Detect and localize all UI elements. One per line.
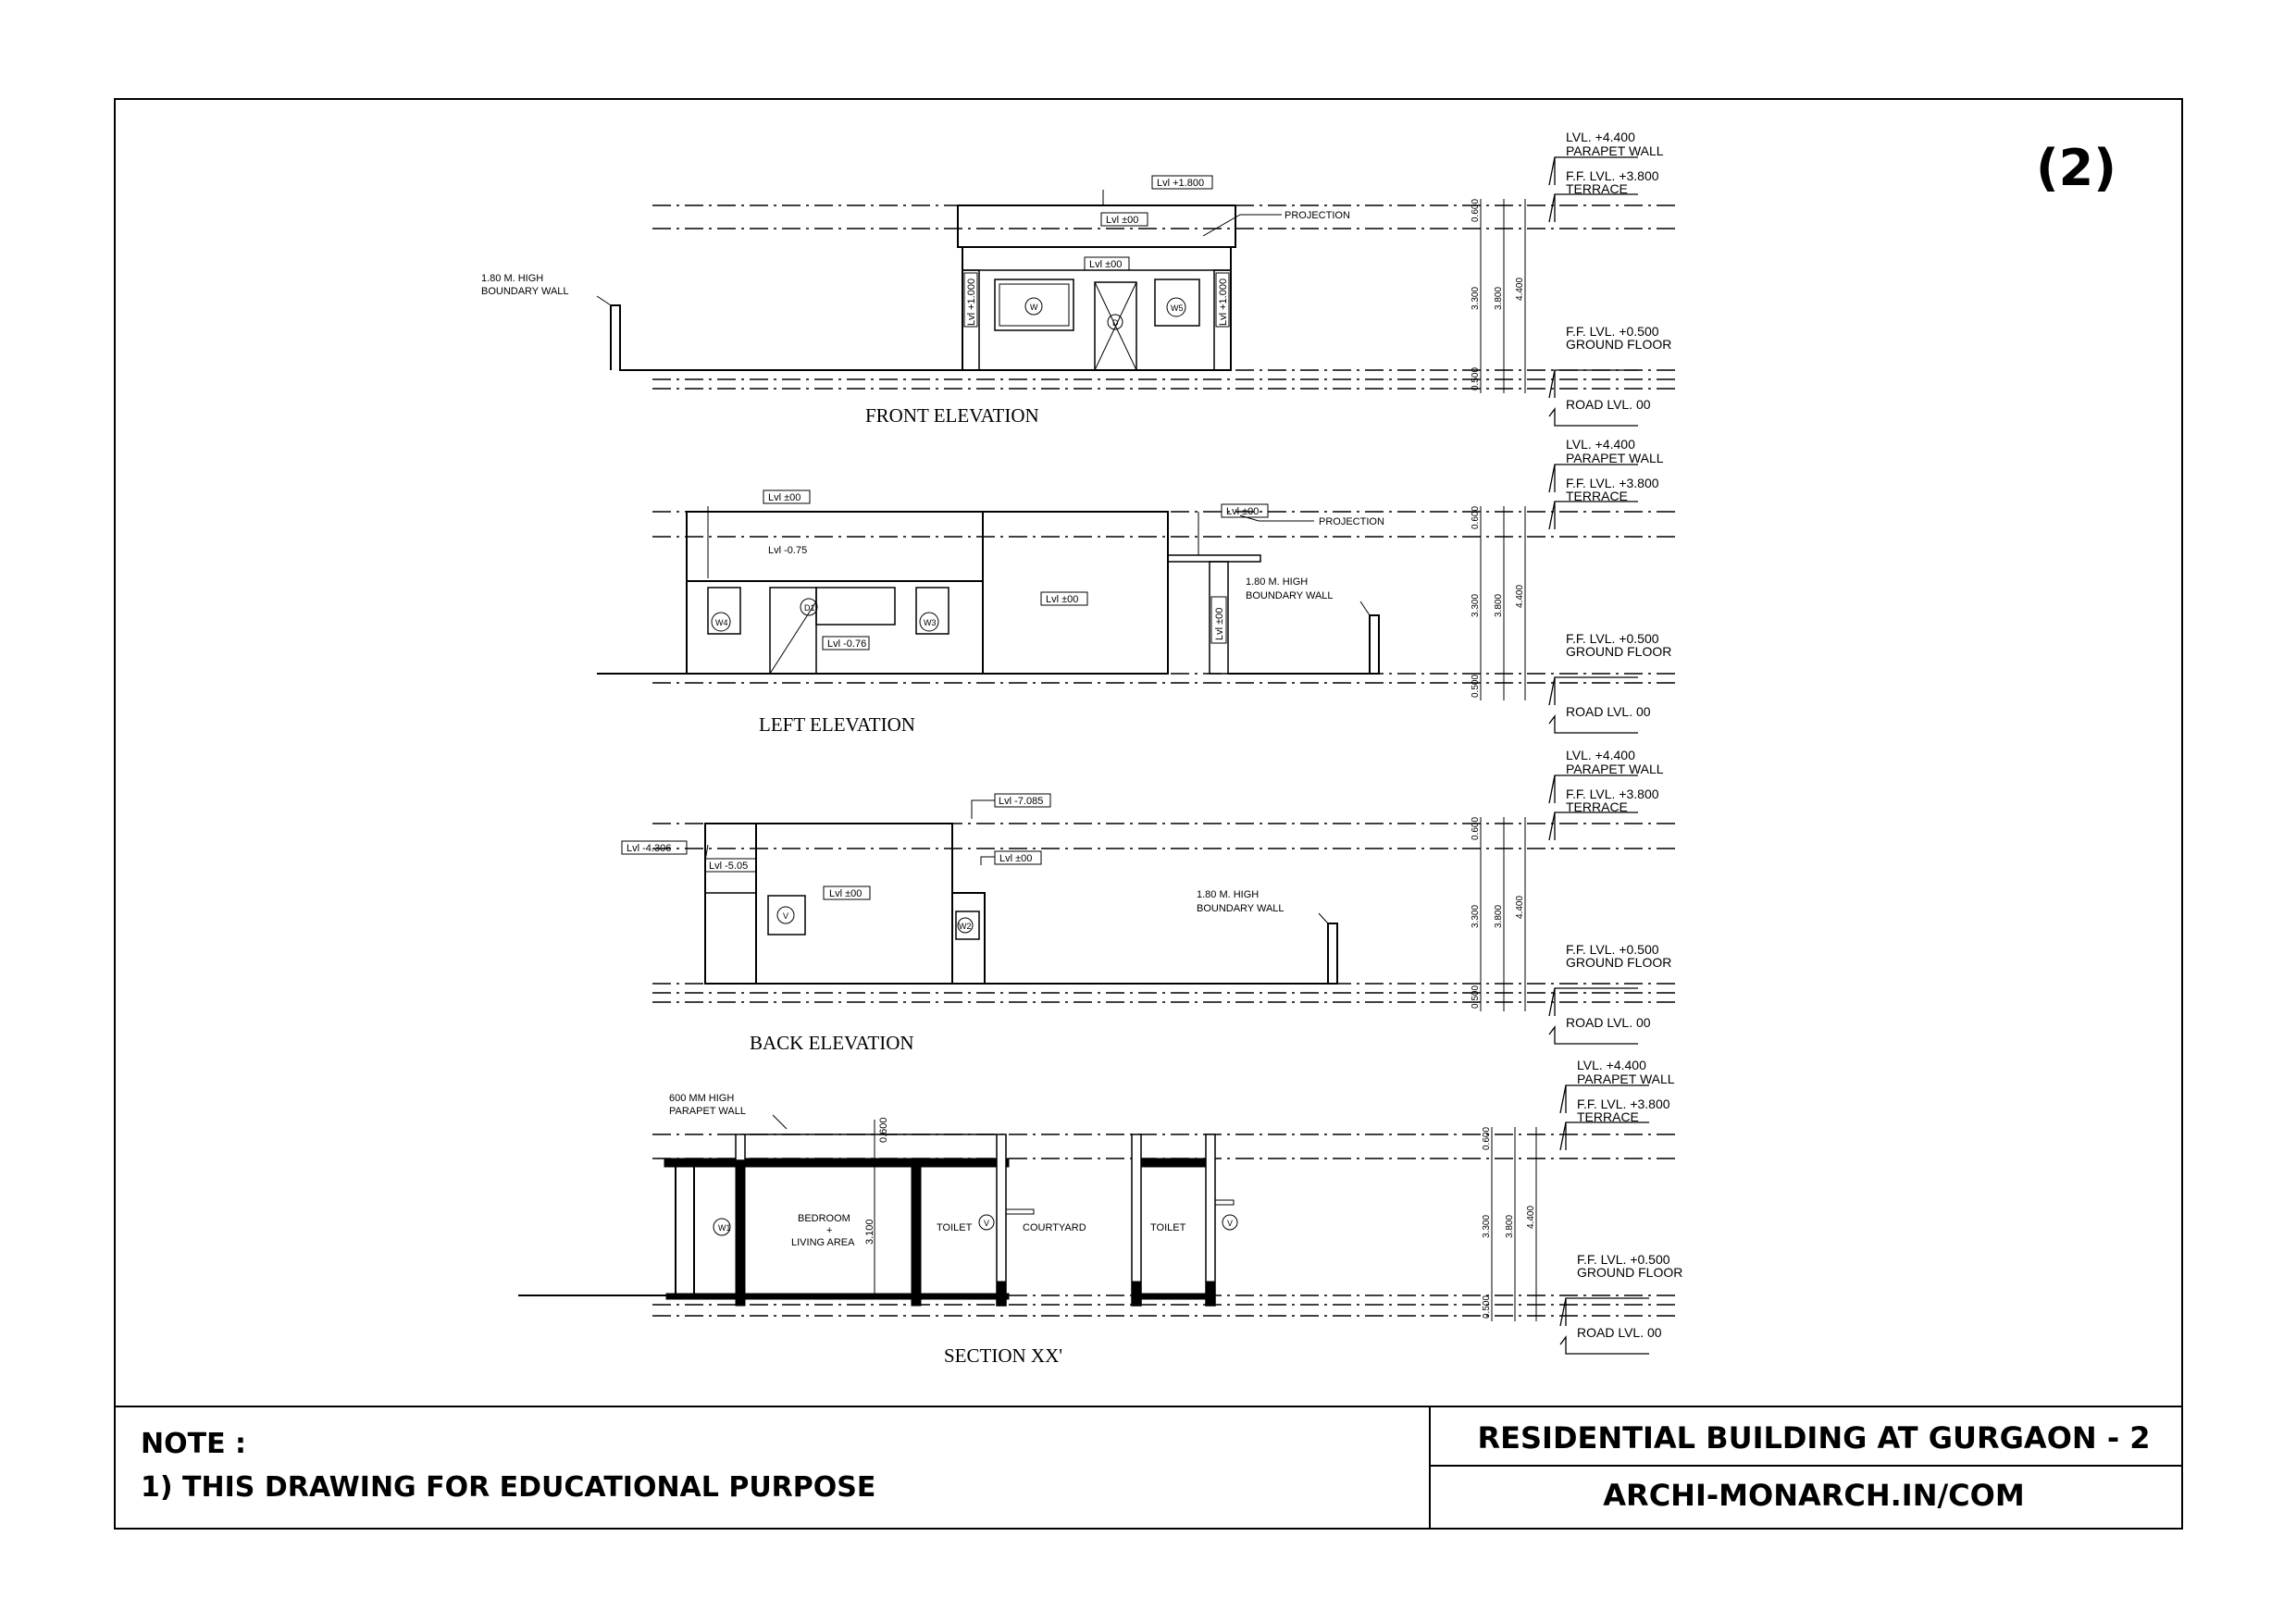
- front-caption: FRONT ELEVATION: [865, 404, 1039, 427]
- back-v-tag: V: [783, 911, 789, 921]
- dim-3800-1: 3.800: [1494, 286, 1504, 310]
- front-projection: PROJECTION: [1285, 210, 1350, 221]
- section-floor-slab-1: [666, 1294, 1009, 1299]
- ground-name-2: GROUND FLOOR: [1566, 644, 1672, 659]
- dim-3300-3: 3.300: [1471, 904, 1481, 928]
- left-boundary-1: 1.80 M. HIGH: [1246, 576, 1309, 588]
- terrace-name-2: TERRACE: [1566, 489, 1628, 503]
- back-main-block: [756, 824, 952, 984]
- section-v1-tag: V: [984, 1219, 990, 1228]
- left-door-d1: [770, 588, 816, 674]
- left-lower-block: [687, 581, 983, 674]
- back-lvl-505: Lvl -5.05: [709, 861, 749, 872]
- title-block-website: ARCHI-MONARCH.IN/COM: [1603, 1478, 2025, 1513]
- ground-name-1: GROUND FLOOR: [1566, 337, 1672, 352]
- dim-3300-1: 3.300: [1471, 286, 1481, 310]
- level-set-4: [1492, 1085, 1649, 1354]
- terrace-level-3: F.F. LVL. +3.800: [1566, 787, 1659, 801]
- parapet-name-1: PARAPET WALL: [1566, 143, 1664, 158]
- left-projection: PROJECTION: [1319, 516, 1384, 527]
- note-heading: NOTE :: [141, 1428, 247, 1460]
- section-courtyard: COURTYARD: [1023, 1222, 1086, 1233]
- section-roof-slab-1: [664, 1158, 1009, 1167]
- left-proj-slab: [1168, 555, 1260, 562]
- front-lvl-1800: Lvl +1.800: [1157, 178, 1205, 189]
- section-floor-slab-2: [1136, 1294, 1212, 1299]
- front-w5-tag: W5: [1171, 304, 1184, 313]
- back-boundary-2: BOUNDARY WALL: [1197, 903, 1285, 914]
- back-lvl-00-r: Lvl ±00: [999, 853, 1033, 864]
- dim-500-1: 0.500: [1471, 366, 1481, 390]
- front-window-w5: [1155, 279, 1199, 326]
- terrace-level-4: F.F. LVL. +3.800: [1577, 1096, 1670, 1111]
- terrace-name-4: TERRACE: [1577, 1109, 1639, 1124]
- back-w2-tag: W2: [959, 922, 972, 931]
- level-set-2: [1481, 465, 1638, 733]
- front-lvl-1000-r: Lvl +1.000: [1218, 278, 1229, 326]
- parapet-level-4: LVL. +4.400: [1577, 1058, 1646, 1072]
- ground-level-1: F.F. LVL. +0.500: [1566, 324, 1659, 339]
- dim-3800-3: 3.800: [1494, 904, 1504, 928]
- section-plus: +: [826, 1225, 833, 1236]
- dim-3300-2: 3.300: [1471, 593, 1481, 617]
- section-parapet-2: PARAPET WALL: [669, 1106, 746, 1117]
- parapet-level-1: LVL. +4.400: [1566, 130, 1635, 144]
- left-lvl-00-v: Lvl ±00: [1214, 607, 1225, 640]
- section-living: LIVING AREA: [791, 1237, 855, 1248]
- ground-level-4: F.F. LVL. +0.500: [1577, 1252, 1670, 1267]
- dim-500-4: 0.500: [1482, 1295, 1492, 1319]
- parapet-name-2: PARAPET WALL: [1566, 451, 1664, 465]
- back-boundary-1: 1.80 M. HIGH: [1197, 889, 1260, 900]
- section-dim-600: 0.600: [878, 1117, 889, 1143]
- section-bedroom: BEDROOM: [798, 1213, 850, 1224]
- left-boundary-2: BOUNDARY WALL: [1246, 590, 1334, 601]
- front-lvl-00: Lvl ±00: [1106, 215, 1139, 226]
- note-line-1: 1) THIS DRAWING FOR EDUCATIONAL PURPOSE: [141, 1471, 876, 1504]
- parapet-level-2: LVL. +4.400: [1566, 437, 1635, 452]
- front-elevation: [597, 176, 1675, 389]
- left-caption: LEFT ELEVATION: [759, 713, 915, 736]
- front-lvl-00-b: Lvl ±00: [1089, 259, 1123, 270]
- left-lvl-00-proj: Lvl ±00: [1226, 506, 1260, 517]
- dim-4400-2: 4.400: [1515, 584, 1525, 608]
- ground-level-3: F.F. LVL. +0.500: [1566, 942, 1659, 957]
- left-lvl-075: Lvl -0.75: [768, 545, 808, 556]
- left-elevation: [597, 490, 1675, 683]
- left-lvl-00-top: Lvl ±00: [768, 492, 801, 503]
- road-level-1: ROAD LVL. 00: [1566, 397, 1651, 412]
- left-upper-block: [687, 512, 983, 581]
- parapet-name-3: PARAPET WALL: [1566, 762, 1664, 776]
- terrace-level-2: F.F. LVL. +3.800: [1566, 476, 1659, 490]
- terrace-name-1: TERRACE: [1566, 181, 1628, 196]
- left-d1-tag: D1: [804, 603, 815, 613]
- sheet-border: [115, 99, 2182, 1529]
- parapet-level-3: LVL. +4.400: [1566, 748, 1635, 762]
- front-door-tag: D: [1112, 318, 1119, 328]
- dim-3300-4: 3.300: [1482, 1214, 1492, 1238]
- section-roof-slab-2: [1136, 1158, 1212, 1167]
- level-set-3: [1481, 775, 1638, 1044]
- level-set-1: [1481, 157, 1638, 426]
- left-lvl-00-mid: Lvl ±00: [1046, 594, 1079, 605]
- dim-600-3: 0.600: [1471, 816, 1481, 840]
- title-block-title: RESIDENTIAL BUILDING AT GURGAON - 2: [1477, 1420, 2151, 1456]
- left-w4-tag: W4: [715, 618, 728, 627]
- back-lvl-00: Lvl ±00: [829, 888, 863, 899]
- terrace-name-3: TERRACE: [1566, 799, 1628, 814]
- dim-3800-2: 3.800: [1494, 593, 1504, 617]
- section-toilet-1: TOILET: [937, 1222, 973, 1233]
- section-dim-3100: 3.100: [864, 1219, 875, 1245]
- tag-circles: [712, 298, 1237, 1235]
- dim-600-1: 0.600: [1471, 198, 1481, 222]
- sheet-number: (2): [2036, 139, 2116, 197]
- dim-500-2: 0.500: [1471, 674, 1481, 698]
- section-parapet-1: 600 MM HIGH: [669, 1093, 735, 1104]
- front-parapet: [958, 205, 1235, 247]
- front-boundary-2: BOUNDARY WALL: [481, 286, 569, 297]
- left-lvl-076: Lvl -0.76: [827, 638, 867, 650]
- front-lvl-1000-l: Lvl +1.000: [966, 278, 977, 326]
- road-level-2: ROAD LVL. 00: [1566, 704, 1651, 719]
- section-v2-tag: V: [1227, 1219, 1234, 1228]
- back-left-block: [705, 824, 756, 984]
- road-level-3: ROAD LVL. 00: [1566, 1015, 1651, 1030]
- dim-4400-4: 4.400: [1526, 1205, 1536, 1229]
- section-caption: SECTION XX': [944, 1344, 1063, 1367]
- dim-600-4: 0.600: [1482, 1126, 1492, 1150]
- dim-600-2: 0.600: [1471, 505, 1481, 529]
- section-w1-tag: W1: [718, 1223, 731, 1233]
- dim-4400-3: 4.400: [1515, 895, 1525, 919]
- front-boundary-1: 1.80 M. HIGH: [481, 273, 544, 284]
- section-toilet-2: TOILET: [1150, 1222, 1186, 1233]
- left-boundary: [1228, 615, 1379, 674]
- back-lvl-7085: Lvl -7.085: [999, 796, 1044, 807]
- back-boundary: [985, 923, 1337, 984]
- back-lvl-4306: Lvl -4.306: [627, 843, 672, 854]
- section-xx: [518, 1115, 1675, 1316]
- left-w3-tag: W3: [924, 618, 937, 627]
- ground-level-2: F.F. LVL. +0.500: [1566, 631, 1659, 646]
- dim-4400-1: 4.400: [1515, 277, 1525, 301]
- parapet-name-4: PARAPET WALL: [1577, 1072, 1675, 1086]
- front-window-tag: W: [1030, 303, 1038, 312]
- dim-3800-4: 3.800: [1505, 1214, 1515, 1238]
- back-caption: BACK ELEVATION: [750, 1032, 914, 1054]
- left-window-long: [816, 588, 895, 625]
- ground-name-4: GROUND FLOOR: [1577, 1265, 1683, 1280]
- front-boundary: [611, 305, 962, 370]
- level-marker-sets: [1471, 130, 1682, 1354]
- terrace-level-1: F.F. LVL. +3.800: [1566, 168, 1659, 183]
- dim-500-3: 0.500: [1471, 985, 1481, 1009]
- ground-name-3: GROUND FLOOR: [1566, 955, 1672, 970]
- road-level-4: ROAD LVL. 00: [1577, 1325, 1662, 1340]
